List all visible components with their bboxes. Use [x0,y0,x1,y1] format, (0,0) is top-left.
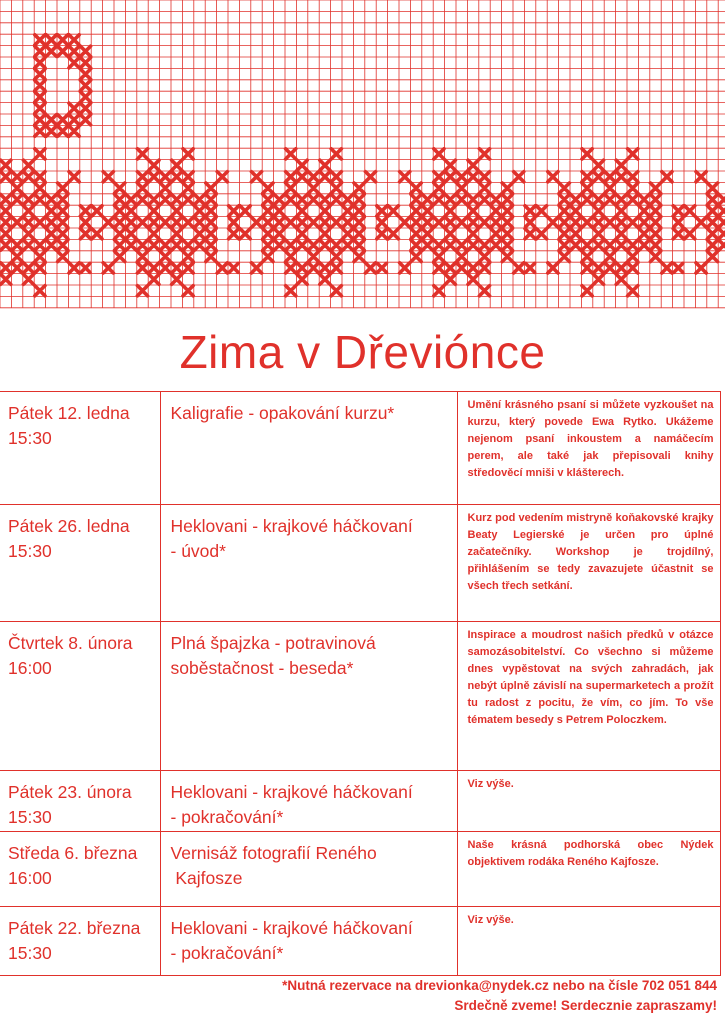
event-time: 15:30 [8,428,52,448]
event-time: 16:00 [8,868,52,888]
table-row [0,832,720,907]
event-day: Pátek 23. února [8,782,132,802]
event-title-cell [160,907,457,976]
table-row [0,771,720,832]
event-day: Středa 6. března [8,843,138,863]
event-title-line: Heklovani - krajkové háčkovaní [170,516,413,536]
event-time: 15:30 [8,541,52,561]
event-title-line: soběstačnost - beseda* [170,658,354,678]
event-day: Pátek 12. ledna [8,403,130,423]
event-date-cell [0,392,160,505]
event-title-line: Heklovani - krajkové háčkovaní [170,918,413,938]
event-title-line: - úvod* [170,541,226,561]
event-title-line: Kajfosze [170,868,243,888]
events-table [0,391,721,976]
event-title-line: Plná špajzka - potravinová [170,633,376,653]
table-row [0,907,720,976]
event-title-line: - pokračování* [170,807,284,827]
event-description: Kurz pod vedením mistryně koňakovské krajky Beaty Legierské je určen pro úplné začatečníky. Workshop je trojdílný, přihlášením se tedy zavazujete účastnit se všech třech setkání. [457,505,720,622]
event-title-cell [160,505,457,622]
greeting-note: Srdečně zveme! Serdecznie zapraszamy! [454,998,717,1013]
event-description: Inspirace a moudrost našich předků v otázce samozásobitelství. Co všechno si můžeme dnes vypěstovat na svých zahradách, jak nebýt úplně závislí na supermarketech a prožít tu radost z pocitu, že vím, co jím. To vše tématem besedy s Petrem Poloczkem. [457,622,720,771]
event-title-line: Vernisáž fotografií Reného [170,843,377,863]
event-description: Viz výše. [457,771,720,832]
table-row [0,622,720,771]
page-title: Zima v Dřevióncе [179,326,546,378]
event-title-line: - pokračování* [170,943,284,963]
event-description: Naše krásná podhorská obec Nýdek objektivem rodáka Reného Kajfosze. [457,832,720,907]
event-title-cell [160,832,457,907]
table-row [0,505,720,622]
event-date-cell [0,622,160,771]
event-date-cell [0,907,160,976]
event-title-cell [160,771,457,832]
footer-note [282,976,717,1016]
event-title-cell [160,622,457,771]
reservation-note: *Nutná rezervace na drevionka@nydek.cz nebo na čísle 702 051 844 [282,978,717,993]
embroidery-pattern [1,35,725,296]
event-time: 16:00 [8,658,52,678]
event-title-cell [160,392,457,505]
event-day: Pátek 26. ledna [8,516,130,536]
event-date-cell [0,505,160,622]
event-description: Umění krásného psaní si můžete vyzkoušet na kurzu, který povede Ewa Rytko. Ukážeme nejenom psaní inkoustem a namáčecím perem, ale také jak přepisovali knihy středověcí mniši v klášterech. [457,392,720,505]
event-day: Pátek 22. března [8,918,141,938]
event-date-cell [0,771,160,832]
table-row [0,392,720,505]
event-time: 15:30 [8,807,52,827]
event-time: 15:30 [8,943,52,963]
event-title-line: Kaligrafie - opakování kurzu* [170,403,395,423]
event-day: Čtvrtek 8. února [8,633,133,653]
cross-stitches [1,35,725,296]
event-date-cell [0,832,160,907]
cross-stitch-header [0,0,725,316]
event-description: Viz výše. [457,907,720,976]
event-title-line: Heklovani - krajkové háčkovaní [170,782,413,802]
